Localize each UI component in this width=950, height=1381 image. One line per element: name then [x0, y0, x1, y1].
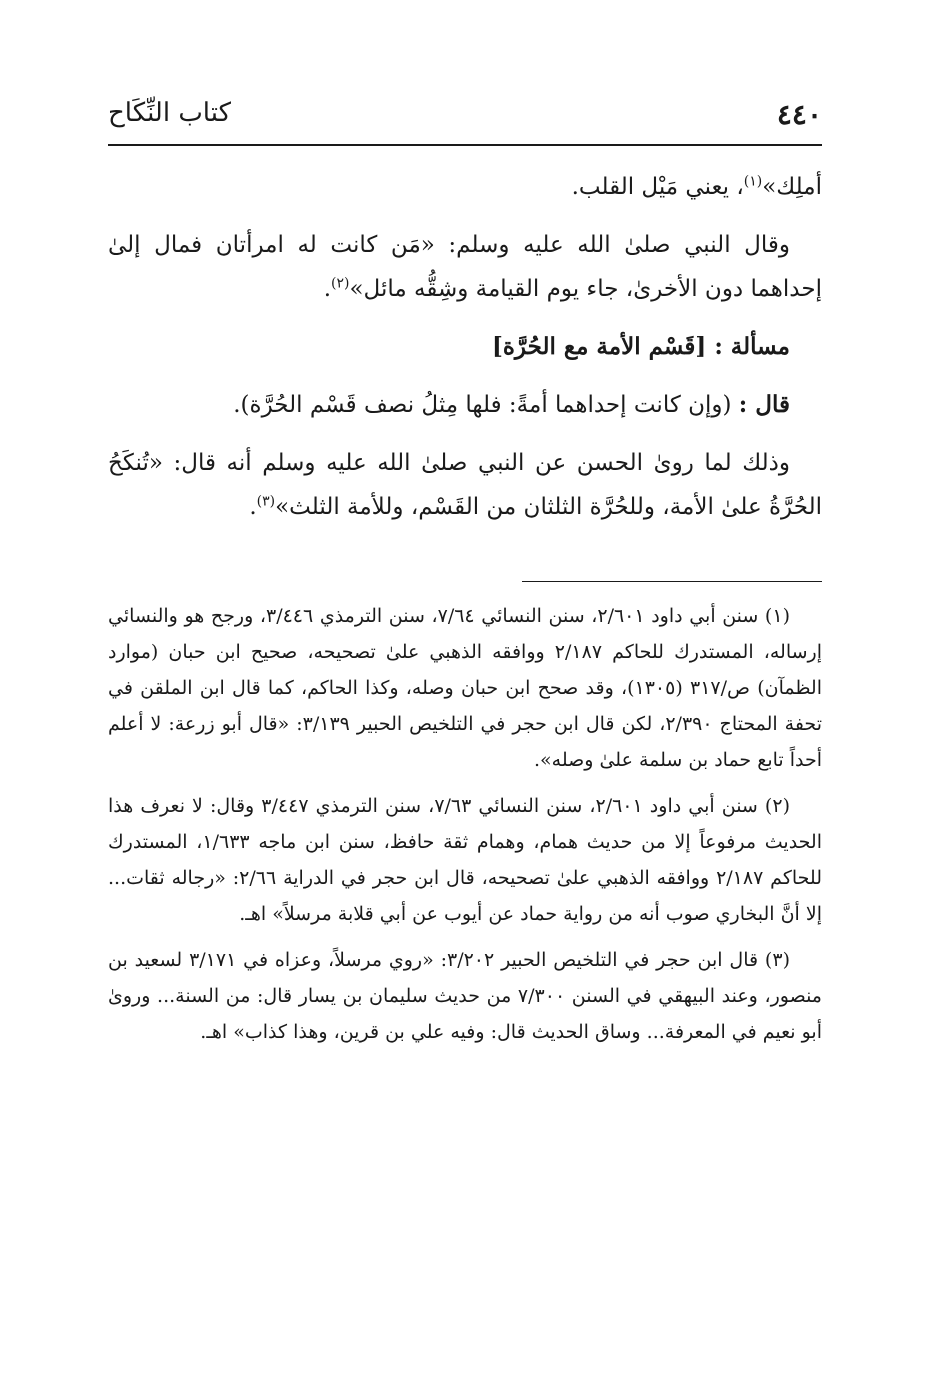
footnote-1: (١) سنن أبي داود ٢/٦٠١، سنن النسائي ٧/٦٤، سنن الترمذي ٣/٤٤٦، ورجح هو والنسائي إرساله، المستدرك للحاكم ٢/١٨٧ ووافقه الذهبي علىٰ تصحيحه، صحيح ابن حبان (موارد الظمآن) ص/٣١٧ (١٣٠٥)، وقد صحح ابن حبان وصله، وكذا الحاكم، كما قال ابن الملقن في تحفة المحتاج ٢/٣٩٠، لكن قال ابن حجر في التلخيص الحبير ٣/١٣٩: «قال أبو زرعة: لا أعلم أحداً تابع حماد بن سلمة علىٰ وصله».: [108, 605, 822, 771]
footnote-ref-1[interactable]: (١): [743, 173, 763, 190]
book-title: كتاب النِّكَاح: [108, 98, 231, 128]
issue-heading: [108, 325, 822, 369]
footnote-3: (٣) قال ابن حجر في التلخيص الحبير ٣/٢٠٢: «روي مرسلاً، وعزاه في ٣/١٧١ لسعيد بن منصور، وعند البيهقي في السنن ٧/٣٠٠ من حديث سليمان بن يسار قال: من السنة... وروىٰ أبو نعيم في المعرفة... وساق الحديث قال: وفيه علي بن قرين، وهذا كذاب» اهـ.: [108, 949, 822, 1043]
qala-text: (وإن كانت إحداهما أمةً: فلها مِثلُ نصف قَسْم الحُرَّة).: [233, 392, 732, 418]
footnote-2: (٢) سنن أبي داود ٢/٦٠١، سنن النسائي ٧/٦٣، سنن الترمذي ٣/٤٤٧ وقال: لا نعرف هذا الحديث مرفوعاً إلا من حديث همام، وهمام ثقة حافظ، سنن ابن ماجه ١/٦٣٣، المستدرك للحاكم ٢/١٨٧ ووافقه الذهبي علىٰ تصحيحه، قال ابن حجر في الدراية ٢/٦٦: «رجاله ثقات... إلا أنَّ البخاري صوب أنه من رواية حماد عن أيوب عن أبي قلابة مرسلاً» اهـ.: [108, 795, 823, 925]
footnote-ref-3[interactable]: (٣): [256, 493, 276, 510]
footnote-ref-2[interactable]: (٢): [331, 275, 350, 292]
issue-title: [قَسْم الأمة مع الحُرَّة]: [491, 333, 707, 360]
paragraph-3: وذلك لما روىٰ الحسن عن النبي صلىٰ الله عليه وسلم أنه قال: «تُنكَحُ الحُرَّةُ علىٰ الأمة، وللحُرَّة الثلثان من القَسْم، وللأمة الثلث»$^{(٣)}$.: [108, 450, 822, 520]
page-header: [108, 92, 822, 146]
page-number: ٤٤٠: [776, 98, 822, 131]
issue-label: مسألة :: [714, 333, 790, 360]
footnote-divider: [522, 581, 822, 582]
qala-paragraph: [108, 383, 822, 427]
main-text: [108, 165, 822, 543]
footnotes: [108, 598, 822, 1060]
qala-label: قال :: [738, 391, 790, 418]
paragraph-1: أملِك»$^{(١)}$، يعني مَيْل القلب.: [571, 173, 822, 200]
paragraph-2: وقال النبي صلىٰ الله عليه وسلم: «مَن كانت له امرأتان فمال إلىٰ إحداهما دون الأخرىٰ، جاء يوم القيامة وشِقُّه مائل»$^{(٢)}$.: [108, 232, 822, 302]
